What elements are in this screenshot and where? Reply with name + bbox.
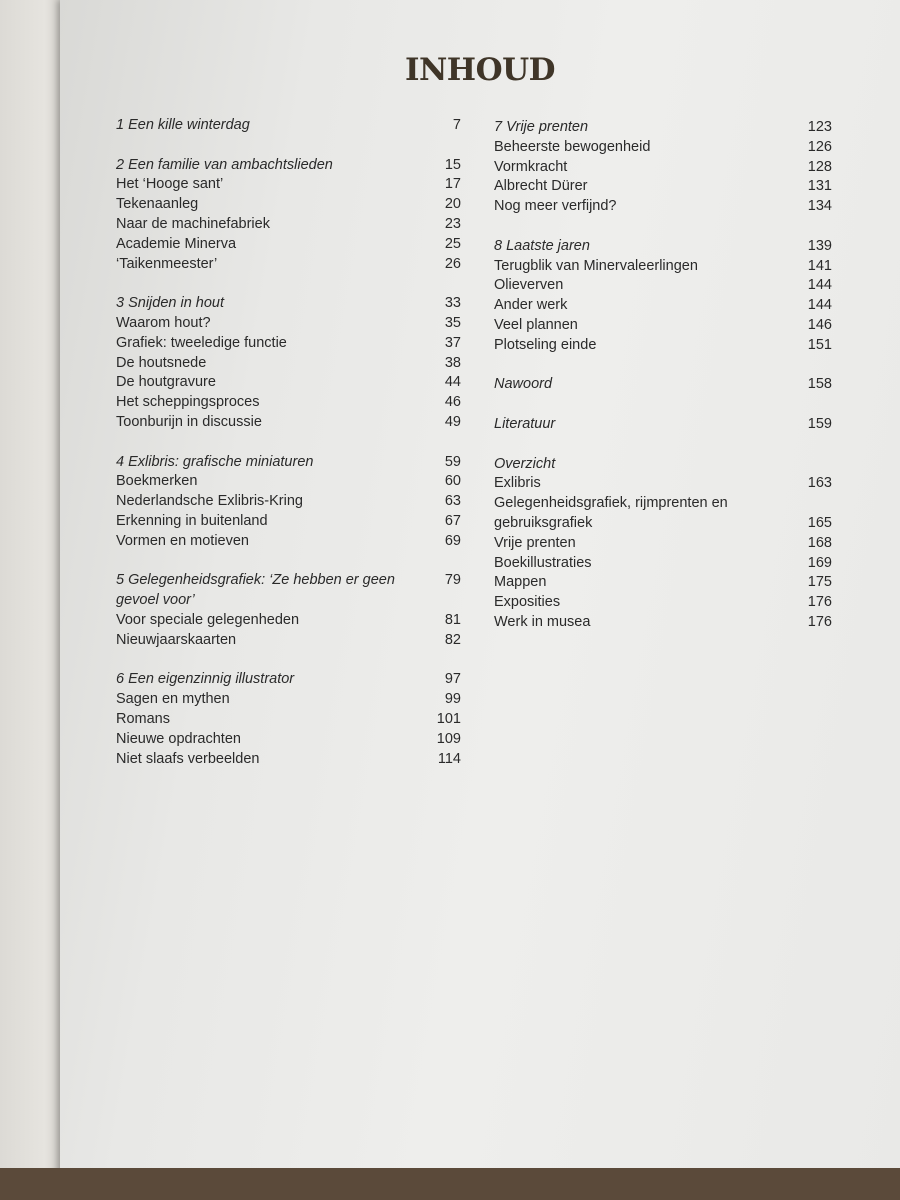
toc-page-number: 69 <box>444 532 461 549</box>
toc-entry-title: Vrije prenten <box>494 534 576 551</box>
toc-chapter-entry[interactable] <box>116 670 461 690</box>
toc-entry-title: 6 Een eigenzinnig illustrator <box>116 671 295 688</box>
toc-spacer <box>116 274 461 294</box>
toc-section-entry[interactable] <box>494 177 832 197</box>
toc-section-entry[interactable] <box>494 158 832 178</box>
toc-page-number: 141 <box>807 257 832 274</box>
toc-entry-title: 1 Een kille winterdag <box>116 117 250 133</box>
toc-chapter-entry[interactable] <box>494 118 832 138</box>
toc-section-entry[interactable] <box>494 514 832 534</box>
toc-section-entry[interactable] <box>116 730 461 750</box>
toc-entry-title: Albrecht Dürer <box>494 178 588 195</box>
toc-entry-title: Nog meer verfijnd? <box>494 198 617 215</box>
toc-section-entry[interactable] <box>494 534 832 554</box>
toc-entry-title: Beheerste bewogenheid <box>494 138 651 155</box>
toc-entry-title: Boekillustraties <box>494 554 592 571</box>
toc-page-number: 176 <box>807 613 832 630</box>
toc-section-entry[interactable] <box>116 215 461 235</box>
toc-section-entry[interactable] <box>116 373 461 393</box>
toc-entry-title: 7 Vrije prenten <box>494 119 589 135</box>
toc-page-number: 26 <box>444 255 461 272</box>
toc-spacer <box>116 552 461 572</box>
toc-page-number: 144 <box>807 297 832 314</box>
toc-section-entry[interactable] <box>494 593 832 613</box>
toc-section-entry[interactable] <box>116 710 461 730</box>
toc-page-number: 169 <box>807 554 832 571</box>
toc-entry-title: Overzicht <box>494 455 556 472</box>
toc-entry-title: gebruiksgrafiek <box>494 514 593 531</box>
toc-entry-title: Nieuwjaarskaarten <box>116 631 237 648</box>
toc-page-number: 38 <box>444 354 461 371</box>
toc-page-number: 35 <box>444 314 461 331</box>
toc-page-number: 168 <box>807 534 832 551</box>
toc-page-number: 49 <box>444 413 461 430</box>
toc-entry-title: Naar de machinefabriek <box>116 215 270 232</box>
toc-chapter-entry[interactable] <box>494 237 832 257</box>
toc-entry-title: Exlibris <box>494 475 541 492</box>
toc-section-entry[interactable] <box>116 611 461 631</box>
toc-page-number: 46 <box>444 394 461 411</box>
toc-section-entry[interactable] <box>494 276 832 296</box>
toc-entry-title: Mappen <box>494 574 547 591</box>
toc-entry-title: Romans <box>116 710 170 727</box>
toc-entry-title: Gelegenheidsgrafiek, rijmprenten en <box>494 495 728 512</box>
toc-page-number: 79 <box>444 572 461 589</box>
toc-page-number: 101 <box>436 710 461 727</box>
toc-spacer <box>116 433 461 453</box>
toc-page-number: 176 <box>807 594 832 611</box>
toc-page-number: 7 <box>452 117 461 133</box>
toc-page-number: 82 <box>444 631 461 648</box>
toc-section-entry[interactable] <box>116 472 461 492</box>
facing-page-edge <box>0 0 64 1170</box>
toc-spacer <box>116 136 461 156</box>
toc-entry-title: Het ‘Hooge sant’ <box>116 176 224 193</box>
toc-page-number: 126 <box>807 138 832 155</box>
toc-page-number: 63 <box>444 493 461 510</box>
toc-entry-title: Toonburijn in discussie <box>116 413 262 430</box>
toc-page-number: 158 <box>807 376 832 393</box>
toc-entry-title: Grafiek: tweeledige functie <box>116 334 287 351</box>
toc-section-entry[interactable] <box>116 631 461 651</box>
toc-chapter-entry[interactable] <box>116 116 461 136</box>
toc-spacer <box>494 356 832 376</box>
toc-section-entry[interactable] <box>494 138 832 158</box>
toc-entry-title: Werk in musea <box>494 613 591 630</box>
toc-page-number: 165 <box>807 514 832 531</box>
toc-section-entry[interactable] <box>116 393 461 413</box>
toc-chapter-entry[interactable] <box>494 415 832 435</box>
toc-entry-title: Nawoord <box>494 376 553 393</box>
toc-entry-title: Terugblik van Minervaleerlingen <box>494 257 698 274</box>
toc-page-number: 131 <box>807 178 832 195</box>
toc-page-number: 81 <box>444 611 461 628</box>
toc-section-entry[interactable] <box>116 512 461 532</box>
toc-entry-title: Voor speciale gelegenheden <box>116 611 300 628</box>
toc-page-number: 33 <box>444 295 461 312</box>
toc-page-number: 37 <box>444 334 461 351</box>
toc-entry-title: Tekenaanleg <box>116 196 199 213</box>
toc-section-entry[interactable] <box>494 494 832 514</box>
page-title: INHOUD <box>404 52 556 88</box>
toc-entry-title: 4 Exlibris: grafische miniaturen <box>116 453 314 470</box>
toc-chapter-entry[interactable] <box>494 455 832 475</box>
toc-section-entry[interactable] <box>116 690 461 710</box>
toc-section-entry[interactable] <box>494 474 832 494</box>
toc-entry-title: Waarom hout? <box>116 314 211 331</box>
toc-spacer <box>494 217 832 237</box>
toc-entry-title: 3 Snijden in hout <box>116 295 225 312</box>
toc-entry-title: 5 Gelegenheidsgrafiek: ‘Ze hebben er geen gevoel voor’ <box>116 572 395 609</box>
toc-section-entry[interactable] <box>494 257 832 277</box>
toc-section-entry[interactable] <box>494 554 832 574</box>
toc-section-entry[interactable] <box>494 336 832 356</box>
toc-page-number: 25 <box>444 235 461 252</box>
toc-section-entry[interactable] <box>116 492 461 512</box>
toc-spacer <box>494 435 832 455</box>
toc-entry-title: Veel plannen <box>494 316 578 333</box>
toc-chapter-entry[interactable] <box>494 375 832 395</box>
toc-page-number: 151 <box>807 336 832 353</box>
toc-entry-title: Olieverven <box>494 277 564 294</box>
toc-section-entry[interactable] <box>116 175 461 195</box>
toc-entry-title: Ander werk <box>494 297 568 314</box>
toc-entry-title: De houtsnede <box>116 354 207 371</box>
toc-section-entry[interactable] <box>116 413 461 433</box>
toc-page-number: 60 <box>444 473 461 490</box>
toc-section-entry[interactable] <box>494 316 832 336</box>
toc-left-column <box>116 116 461 769</box>
toc-page-number: 175 <box>807 574 832 591</box>
toc-section-entry[interactable] <box>494 613 832 633</box>
toc-page-number: 159 <box>807 415 832 432</box>
toc-entry-title: Exposities <box>494 594 561 611</box>
toc-spacer <box>116 651 461 671</box>
toc-section-entry[interactable] <box>116 354 461 374</box>
toc-entry-title: Sagen en mythen <box>116 691 230 708</box>
toc-section-entry[interactable] <box>116 235 461 255</box>
toc-page-number: 17 <box>444 176 461 193</box>
toc-section-entry[interactable] <box>116 334 461 354</box>
toc-right-column <box>494 118 832 633</box>
toc-entry-title: ‘Taikenmeester’ <box>116 255 218 272</box>
toc-chapter-entry[interactable] <box>116 571 461 611</box>
toc-page-number: 144 <box>807 277 832 294</box>
toc-entry-title: Boekmerken <box>116 473 198 490</box>
toc-page-number: 114 <box>437 750 461 767</box>
toc-page-number: 134 <box>807 198 832 215</box>
toc-section-entry[interactable] <box>116 314 461 334</box>
toc-entry-title: Plotseling einde <box>494 336 597 353</box>
toc-page-number: 44 <box>444 374 461 391</box>
toc-page-number: 97 <box>444 671 461 688</box>
toc-entry-title: 8 Laatste jaren <box>494 237 590 254</box>
toc-section-entry[interactable] <box>116 750 461 770</box>
toc-chapter-entry[interactable] <box>116 453 461 473</box>
toc-section-entry[interactable] <box>494 197 832 217</box>
toc-page-number: 15 <box>444 156 461 173</box>
toc-entry-title: Nieuwe opdrachten <box>116 730 241 747</box>
toc-section-entry[interactable] <box>494 296 832 316</box>
toc-section-entry[interactable] <box>116 532 461 552</box>
toc-page-number: 109 <box>436 730 461 747</box>
toc-chapter-entry[interactable] <box>116 156 461 176</box>
toc-page-number: 139 <box>807 237 832 254</box>
toc-entry-title: 2 Een familie van ambachtslieden <box>116 156 333 173</box>
toc-section-entry[interactable] <box>116 195 461 215</box>
toc-entry-title: De houtgravure <box>116 374 216 391</box>
toc-page-number: 99 <box>444 691 461 708</box>
toc-page-number: 163 <box>807 475 832 492</box>
toc-section-entry[interactable] <box>494 573 832 593</box>
toc-entry-title: Vormkracht <box>494 158 568 175</box>
toc-section-entry[interactable] <box>116 255 461 275</box>
toc-entry-title: Vormen en motieven <box>116 532 249 549</box>
toc-page-number: 146 <box>807 316 832 333</box>
toc-page-number: 128 <box>807 158 832 175</box>
toc-entry-title: Het scheppingsproces <box>116 394 260 411</box>
toc-entry-title: Niet slaafs verbeelden <box>116 750 260 767</box>
toc-entry-title: Nederlandsche Exlibris-Kring <box>116 493 303 510</box>
toc-chapter-entry[interactable] <box>116 294 461 314</box>
toc-page-number: 20 <box>444 196 461 213</box>
toc-entry-title: Literatuur <box>494 415 556 432</box>
toc-entry-title: Academie Minerva <box>116 235 237 252</box>
toc-page-number: 23 <box>444 215 461 232</box>
toc-page-number: 59 <box>444 453 461 470</box>
toc-page-number: 67 <box>444 512 461 529</box>
table-surface <box>0 1168 900 1200</box>
toc-entry-title: Erkenning in buitenland <box>116 512 268 529</box>
toc-page-number: 123 <box>807 119 832 135</box>
toc-spacer <box>494 395 832 415</box>
